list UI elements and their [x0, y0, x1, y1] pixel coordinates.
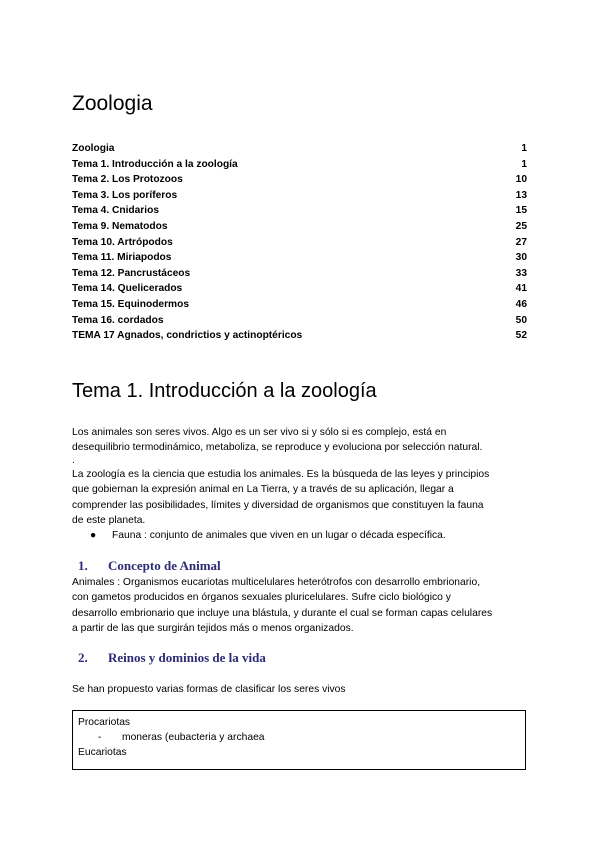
toc-entry-page: 41 — [515, 283, 527, 295]
animal-definition-line: Animales : Organismos eucariotas multicelulares heterótrofos con desarrollo embrionario, — [72, 577, 481, 588]
toc-entry-title: Tema 2. Los Protozoos — [72, 174, 183, 186]
toc-entry-page: 13 — [515, 189, 527, 201]
toc-entry[interactable] — [72, 328, 527, 344]
toc-entry-page: 52 — [515, 330, 527, 342]
definition-line: de este planeta. — [72, 515, 146, 527]
toc-entry[interactable] — [72, 313, 527, 329]
toc-entry-page: 46 — [515, 298, 527, 310]
toc-entry[interactable] — [72, 157, 527, 173]
toc-entry-page: 33 — [515, 267, 527, 279]
classification-box — [72, 710, 526, 770]
subheading-title: Reinos y dominios de la vida — [108, 650, 266, 665]
document-title: Zoologia — [72, 92, 153, 115]
toc-entry-page: 50 — [515, 314, 527, 326]
toc-entry[interactable] — [72, 266, 527, 282]
toc-entry-title: Tema 14. Quelicerados — [72, 283, 183, 295]
subheading-reinos-dominios — [78, 650, 266, 666]
toc-entry-title: Tema 16. cordados — [72, 314, 164, 326]
zoology-definition-paragraph — [72, 467, 532, 529]
toc-entry-title: Tema 3. Los poríferos — [72, 189, 178, 201]
fauna-bullet — [90, 528, 530, 543]
bullet-icon: ● — [90, 530, 97, 541]
toc-entry-title: Zoologia — [72, 143, 115, 154]
toc-entry-page: 27 — [515, 236, 527, 248]
toc-entry[interactable] — [72, 141, 527, 157]
animal-definition-paragraph — [72, 575, 532, 637]
section-title: Tema 1. Introducción a la zoología — [72, 380, 377, 402]
definition-line: comprender las posibilidades, límites y diversidad de organismos que constituyen la fauna — [72, 499, 484, 511]
box-line-procariotas: Procariotas — [78, 717, 131, 728]
intro-line: desequilibrio termodinámico, metaboliza, se reproduce y evoluciona por selección natural. — [72, 442, 483, 454]
toc-entry-title: Tema 11. Miriapodos — [72, 252, 172, 264]
toc-entry-title: Tema 10. Artrópodos — [72, 236, 173, 248]
animal-definition-line: con gametos producidos en órganos sexuales pluricelulares. Sufre ciclo biológico y — [72, 592, 451, 604]
toc-entry-title: Tema 15. Equinodermos — [72, 298, 189, 310]
toc-entry-page: 1 — [521, 158, 527, 170]
toc-entry-page: 10 — [515, 174, 527, 186]
toc-entry[interactable] — [72, 281, 527, 297]
toc-entry-page: 25 — [515, 220, 527, 232]
toc-entry[interactable] — [72, 203, 527, 219]
toc-entry[interactable] — [72, 235, 527, 251]
toc-entry[interactable] — [72, 219, 527, 235]
animal-definition-line: a partir de las que surgirán tejidos más o menos organizados. — [72, 623, 354, 635]
subheading-number: 1. — [78, 558, 88, 573]
box-moneras-text: moneras (eubacteria y archaea — [122, 732, 265, 744]
classification-intro — [72, 682, 532, 697]
dash-bullet: - — [98, 732, 102, 744]
bullet-text: Fauna : conjunto de animales que viven en un lugar o década específica. — [112, 530, 446, 541]
subheading-title: Concepto de Animal — [108, 558, 221, 573]
toc-entry-page: 1 — [521, 143, 527, 154]
intro-paragraph — [72, 425, 532, 466]
toc-entry-title: Tema 1. Introducción a la zoología — [72, 158, 238, 170]
intro-line: Los animales son seres vivos. Algo es un ser vivo si y sólo si es complejo, está en — [72, 427, 447, 438]
box-line-eucariotas: Eucariotas — [78, 747, 127, 759]
toc-entry[interactable] — [72, 250, 527, 266]
subheading-concepto-animal — [78, 558, 221, 574]
toc-entry[interactable] — [72, 297, 527, 313]
box-line-moneras — [78, 730, 520, 745]
definition-line: que gobiernan la expresión animal en La Tierra, y a través de su aplicación, llegar a — [72, 484, 454, 496]
toc-entry-title: Tema 12. Pancrustáceos — [72, 267, 191, 279]
table-of-contents — [72, 141, 527, 344]
toc-entry-page: 15 — [515, 205, 527, 217]
toc-entry[interactable] — [72, 188, 527, 204]
toc-entry-page: 30 — [515, 252, 527, 264]
toc-entry-title: TEMA 17 Agnados, condrictios y actinoptéricos — [72, 330, 303, 342]
toc-entry-title: Tema 4. Cnidarios — [72, 205, 159, 217]
toc-entry-title: Tema 9. Nematodos — [72, 220, 168, 232]
subheading-number: 2. — [78, 650, 88, 665]
animal-definition-line: desarrollo embrionario que incluye una blástula, y durante el cual se forman capas celulares — [72, 607, 493, 619]
definition-line: La zoología es la ciencia que estudia los animales. Es la búsqueda de las leyes y principios — [72, 469, 490, 480]
toc-entry[interactable] — [72, 172, 527, 188]
classification-line: Se han propuesto varias formas de clasificar los seres vivos — [72, 684, 346, 695]
intro-line: . — [72, 454, 75, 466]
